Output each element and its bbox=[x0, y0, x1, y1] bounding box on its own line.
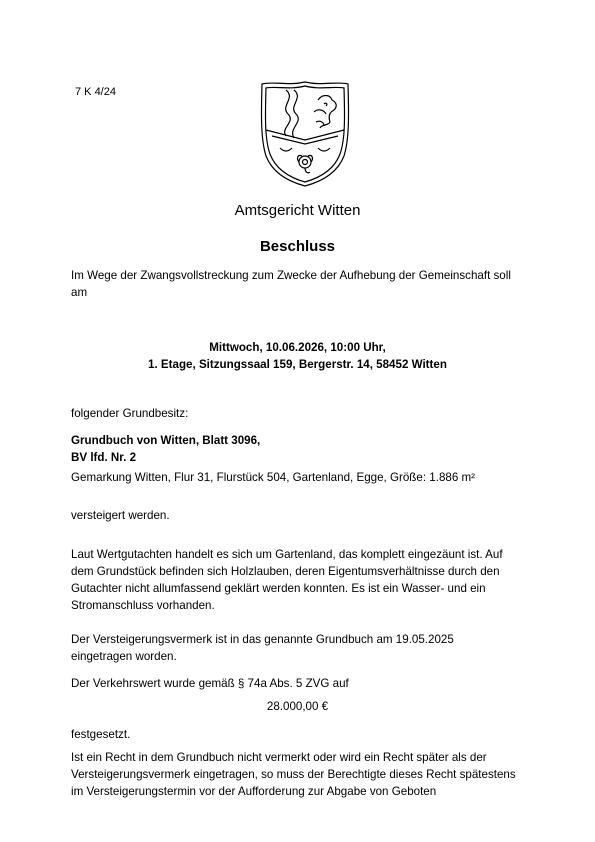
property-intro: folgender Grundbesitz: bbox=[71, 407, 189, 420]
appraisal-paragraph: Laut Wertgutachten handelt es sich um Gartenland, das komplett eingezäunt ist. Auf dem Grundstück befinden sich Holzlauben, deren Eigentumsverhältnisse durch den Gutachter nicht allumfassend geklärt werden konnten. Es ist ein Wasser- und ein Stromanschluss vorhanden. bbox=[71, 548, 503, 612]
land-register: Grundbuch von Witten, Blatt 3096, bbox=[71, 434, 261, 447]
fixed-statement: festgesetzt. bbox=[71, 728, 131, 741]
registration-paragraph: Der Versteigerungsvermerk ist in das genannte Grundbuch am 19.05.2025 eingetragen worden. bbox=[71, 633, 454, 663]
file-number: 7 K 4/24 bbox=[75, 86, 116, 98]
nrw-coat-of-arms-icon bbox=[258, 78, 352, 188]
bv-number: BV lfd. Nr. 2 bbox=[71, 451, 137, 464]
auction-statement: versteigert werden. bbox=[71, 509, 170, 522]
auction-location: 1. Etage, Sitzungssaal 159, Bergerstr. 14, 58452 Witten bbox=[148, 358, 447, 371]
market-value: 28.000,00 € bbox=[266, 700, 329, 713]
rights-notice-paragraph: Ist ein Recht in dem Grundbuch nicht vermerkt oder wird ein Recht später als der Versteigerungsvermerk eingetragen, so muss der Berechtigte dieses Recht spätestens im Versteigerungstermin vor der Aufforderung zur Abgabe von Geboten bbox=[71, 751, 516, 798]
market-value-intro: Der Verkehrswert wurde gemäß § 74a Abs. 5 ZVG auf bbox=[71, 677, 349, 690]
document-title: Beschluss bbox=[259, 238, 336, 255]
auction-date: Mittwoch, 10.06.2026, 10:00 Uhr, bbox=[209, 341, 386, 354]
intro-paragraph: Im Wege der Zwangsvollstreckung zum Zwecke der Aufhebung der Gemeinschaft soll am bbox=[71, 269, 511, 299]
court-name: Amtsgericht Witten bbox=[234, 202, 361, 219]
parcel-description: Gemarkung Witten, Flur 31, Flurstück 504, Gartenland, Egge, Größe: 1.886 m² bbox=[71, 471, 476, 484]
